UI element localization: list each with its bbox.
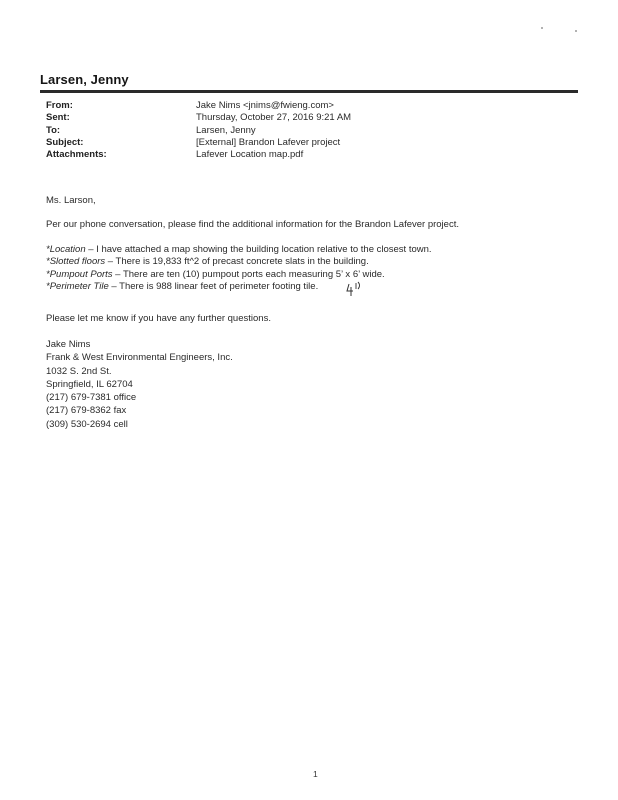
sent-label: Sent: [46,112,70,124]
attachment-filename: Lafever Location map.pdf [196,149,304,161]
header-row-subject [46,137,351,149]
list-item-term: *Pumpout Ports [46,268,113,280]
scan-speck [541,27,543,29]
list-item-text: – There are ten (10) pumpout ports each measuring 5’ x 6’ wide. [112,268,385,280]
signature-name: Jake Nims [46,339,91,350]
list-item [46,244,432,256]
signature-company: Frank & West Environmental Engineers, Inc. [46,352,233,364]
to-label: To: [46,124,61,136]
list-item [46,269,432,281]
attachments-label: Attachments: [46,149,107,161]
list-item-term: *Slotted floors [46,256,106,268]
signature-cell-phone: (309) 530-2694 cell [46,418,128,430]
scan-speck [575,30,577,32]
page-number: 1 [313,769,318,779]
handwritten-annotation [346,281,362,299]
from-value: Jake Nims <jnims@fwieng.com> [196,100,334,111]
list-item-text: – I have attached a map showing the building location relative to the closest town. [85,244,432,255]
header-row-attachments [46,149,351,161]
list-item-term: *Location [46,244,86,255]
list-item-text: – There is 19,833 ft^2 of precast concrete slats in the building. [105,256,369,268]
sent-value: Thursday, October 27, 2016 9:21 AM [196,112,352,124]
header-row-sent [46,112,351,124]
list-item-term: *Perimeter Tile [46,280,109,292]
subject-label: Subject: [46,136,84,148]
header-row-from [46,100,351,112]
intro-paragraph: Per our phone conversation, please find the additional information for the Brandon Lafever project. [46,219,459,230]
mailbox-owner-name: Larsen, Jenny [40,72,129,87]
signature-fax: (217) 679-8362 fax [46,405,127,417]
from-label: From: [46,100,73,111]
to-value: Larsen, Jenny [196,124,256,136]
signature-office-phone: (217) 679-7381 office [46,392,137,404]
subject-value: [External] Brandon Lafever project [196,136,341,148]
list-item-text: – There is 988 linear feet of perimeter footing tile. [108,280,319,292]
header-row-to [46,125,351,137]
details-list [46,244,432,293]
closing-line: Please let me know if you have any further questions. [46,313,271,324]
header-divider [40,90,578,93]
email-header [46,100,351,161]
greeting: Ms. Larson, [46,195,96,206]
signature-block [46,338,233,431]
signature-city: Springfield, IL 62704 [46,378,133,390]
list-item [46,281,432,293]
list-item [46,256,432,268]
signature-street: 1032 S. 2nd St. [46,365,112,377]
